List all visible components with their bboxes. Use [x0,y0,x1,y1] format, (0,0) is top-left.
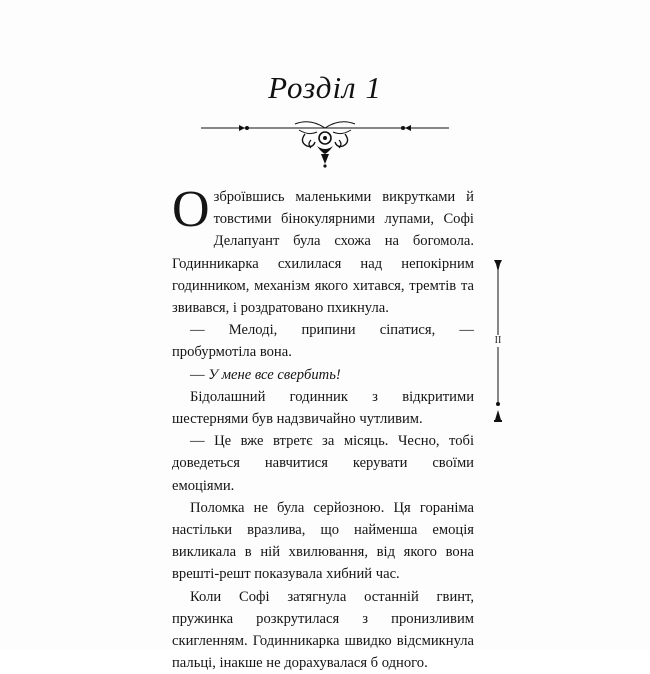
chapter-title: Розділ 1 [268,70,382,105]
paragraph: — Це вже втретє за місяць. Чесно, тобі доведеться навчитися керувати своїми емоціями. [172,433,474,494]
page-number: II [488,335,508,347]
paragraph: — Мелоді, припини сіпатися, — пробурмотіла вона. [172,322,474,361]
chapter-body-text [172,181,474,674]
dialogue-dash: — [190,366,209,383]
paragraph-text: зброївшись маленькими викрутками й товстими бінокулярними лупами, Софі Делапуант була схожа на богомола. Годинникарка схилилася над непокірним годинником, механізм якого хитався, тремтів та звивався, і роздратовано пхикнула. [172,189,474,317]
paragraph: Поломка не була серйозною. Ця гораніма настільки вразлива, що найменша емоція викликала в ній хвилювання, від якого вона врешті-решт показувала хибний час. [172,499,474,583]
drop-cap: О [172,181,210,238]
italic-text: У мене все свербить! [208,366,341,383]
paragraph: Коли Софі затягнула останній гвинт, пружинка розкрутилася з пронизливим скигленням. Годинникарка швидко відсмикнула пальці, інакше не дорахувалася б одного. [172,588,474,672]
paragraph: Бідолашний годинник з відкритими шестернями був надзвичайно чутливим. [172,388,474,428]
paragraph [172,364,474,386]
chapter-ornament-icon [195,114,455,170]
paragraph [172,181,474,319]
